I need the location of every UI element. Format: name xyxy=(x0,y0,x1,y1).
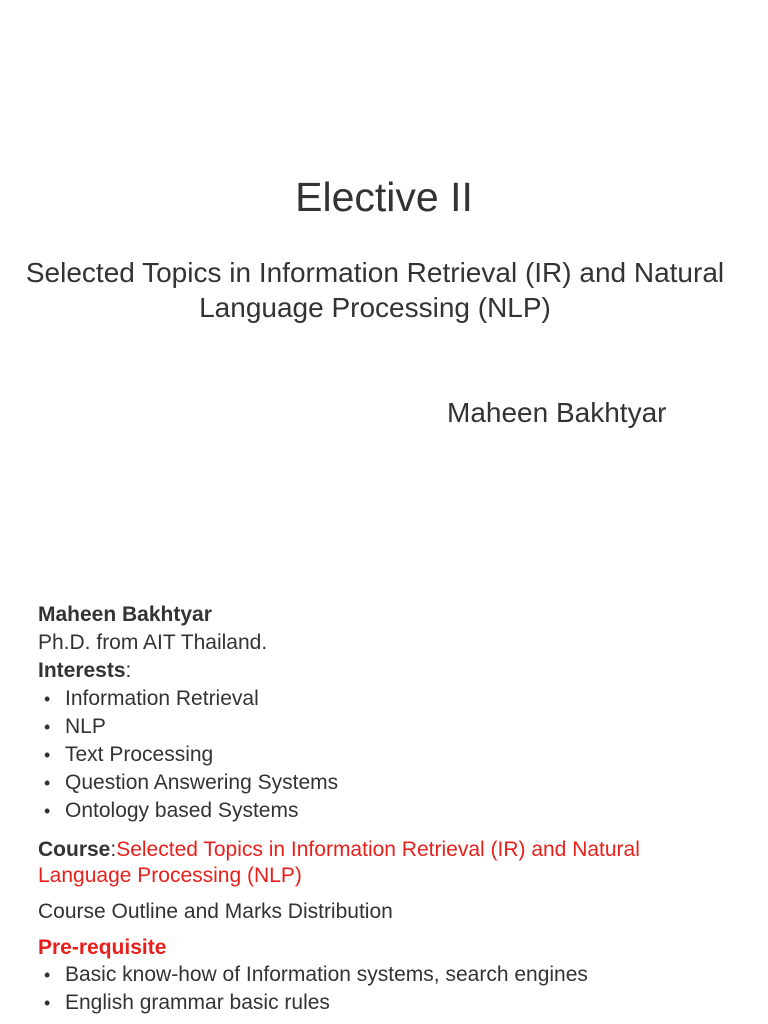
list-item xyxy=(38,713,738,741)
slide-author: Maheen Bakhtyar xyxy=(447,397,667,428)
interest-text: Question Answering Systems xyxy=(65,771,339,794)
bullet-icon: • xyxy=(44,801,51,821)
prereq-text: Basic know-how of Information systems, search engines xyxy=(65,963,588,986)
prerequisite-list xyxy=(38,961,738,1017)
list-item xyxy=(38,797,738,825)
list-item xyxy=(38,961,738,989)
course-outline: Course Outline and Marks Distribution xyxy=(38,900,393,923)
course-label: Course xyxy=(38,838,111,861)
interests-list xyxy=(38,685,738,825)
bullet-icon: • xyxy=(44,965,51,985)
bullet-icon: • xyxy=(44,773,51,793)
bullet-icon: • xyxy=(44,993,51,1013)
list-item xyxy=(38,989,738,1017)
course-line xyxy=(38,837,738,889)
interest-text: Ontology based Systems xyxy=(65,799,299,822)
bullet-icon: • xyxy=(44,717,51,737)
interest-text: Text Processing xyxy=(65,743,214,766)
bullet-icon: • xyxy=(44,689,51,709)
list-item xyxy=(38,685,738,713)
interests-colon: : xyxy=(125,659,132,682)
course-title: Selected Topics in Information Retrieval (IR) and Natural Language Processing (NLP) xyxy=(38,838,640,887)
list-item xyxy=(38,769,738,797)
instructor-name: Maheen Bakhtyar xyxy=(38,603,212,626)
interest-text: Information Retrieval xyxy=(65,687,259,710)
bullet-icon: • xyxy=(44,745,51,765)
instructor-section xyxy=(38,601,738,1017)
instructor-degree: Ph.D. from AIT Thailand. xyxy=(38,631,268,654)
course-colon: : xyxy=(110,838,117,861)
interest-text: NLP xyxy=(65,715,106,738)
slide-subtitle: Selected Topics in Information Retrieval (IR) and Natural Language Processing (NLP) xyxy=(25,257,725,323)
list-item xyxy=(38,741,738,769)
interests-heading xyxy=(38,657,738,685)
interests-label: Interests xyxy=(38,659,126,682)
prerequisite-heading: Pre-requisite xyxy=(38,936,167,959)
prereq-text: English grammar basic rules xyxy=(65,991,330,1014)
slide-title: Elective II xyxy=(295,174,473,220)
